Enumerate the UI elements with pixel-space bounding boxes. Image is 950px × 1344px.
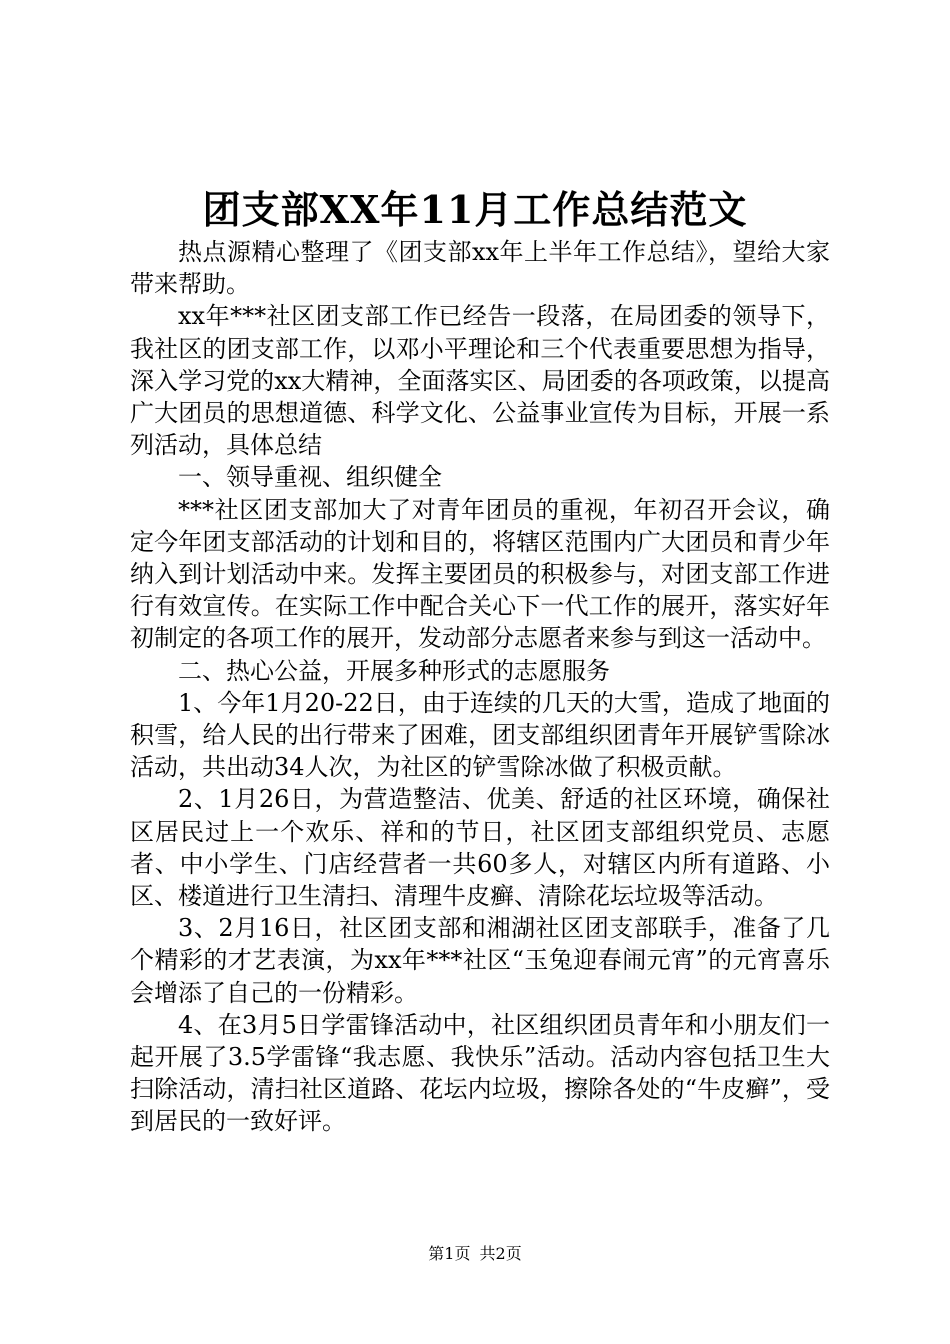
activity-item-3: 3、2月16日，社区团支部和湘湖社区团支部联手，准备了几个精彩的才艺表演，为xx年***社区“玉兔迎春闹元宵”的元宵喜乐会增添了自己的一份精彩。 — [130, 914, 830, 1007]
summary-paragraph: xx年***社区团支部工作已经告一段落，在局团委的领导下，我社区的团支部工作，以邓小平理论和三个代表重要思想为指导，深入学习党的xx大精神，全面落实区、局团委的各项政策，以提高广大团员的思想道德、科学文化、公益事业宣传为目标，开展一系列活动，具体总结 — [130, 302, 830, 460]
activity-item-2: 2、1月26日，为营造整洁、优美、舒适的社区环境，确保社区居民过上一个欢乐、祥和的节日，社区团支部组织党员、志愿者、中小学生、门店经营者一共60多人，对辖区内所有道路、小区、楼道进行卫生清扫、清理牛皮癣、清除花坛垃圾等活动。 — [130, 785, 830, 911]
activity-item-4: 4、在3月5日学雷锋活动中，社区组织团员青年和小朋友们一起开展了3.5学雷锋“我志愿、我快乐”活动。活动内容包括卫生大扫除活动，清扫社区道路、花坛内垃圾，擦除各处的“牛皮癣”，受到居民的一致好评。 — [130, 1010, 830, 1136]
page-footer: 第1页 共2页 — [428, 1244, 522, 1263]
section-1-paragraph: ***社区团支部加大了对青年团员的重视，年初召开会议，确定今年团支部活动的计划和目的，将辖区范围内广大团员和青少年纳入到计划活动中来。发挥主要团员的积极参与，对团支部工作进行有效宣传。在实际工作中配合关心下一代工作的展开，落实好年初制定的各项工作的展开，发动部分志愿者来参与到这一活动中。 — [130, 495, 830, 653]
intro-paragraph: 热点源精心整理了《团支部xx年上半年工作总结》，望给大家带来帮助。 — [130, 238, 830, 299]
document-body — [130, 236, 830, 1138]
document-title: 团支部XX年11月工作总结范文 — [202, 187, 748, 232]
section-heading-2: 二、热心公益，开展多种形式的志愿服务 — [178, 656, 610, 685]
section-heading-1: 一、领导重视、组织健全 — [178, 463, 442, 492]
activity-item-1: 1、今年1月20-22日，由于连续的几天的大雪，造成了地面的积雪，给人民的出行带来了困难，团支部组织团青年开展铲雪除冰活动，共出动34人次，为社区的铲雪除冰做了积极贡献。 — [130, 688, 830, 782]
